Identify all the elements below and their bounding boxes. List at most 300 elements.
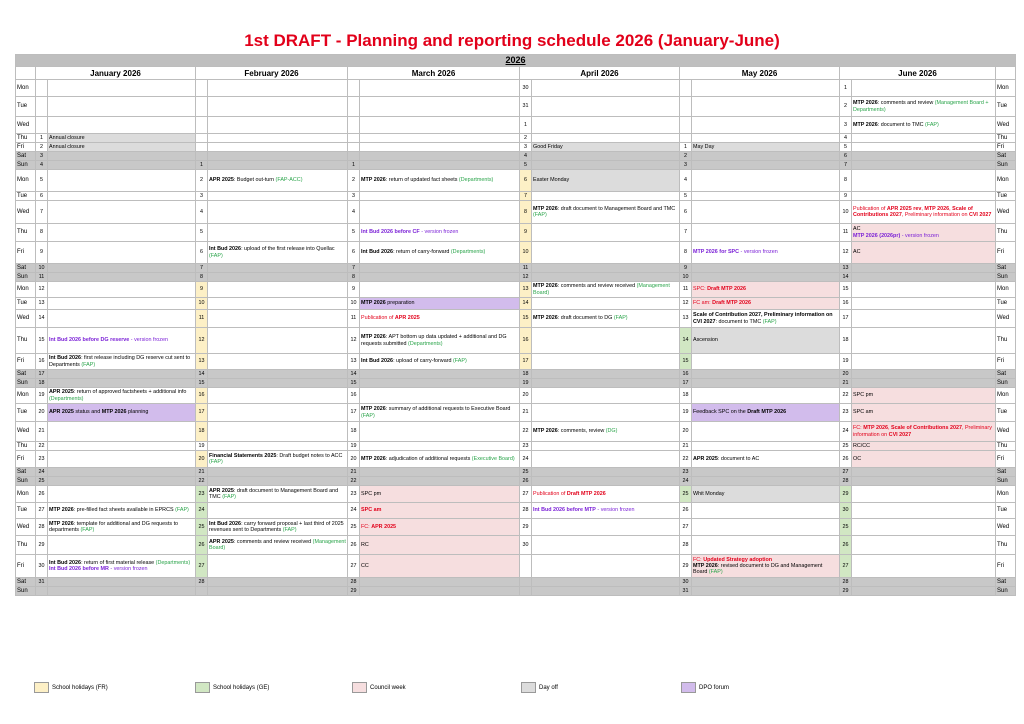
date-number: 1 [36, 134, 48, 143]
event-cell [208, 388, 348, 404]
legend-label: Day off [539, 684, 558, 691]
date-number: 18 [520, 370, 532, 379]
date-number: 21 [840, 379, 852, 388]
date-number: 9 [840, 192, 852, 201]
event-cell [692, 201, 840, 224]
event-cell [532, 536, 680, 555]
event-cell [208, 587, 348, 596]
event-cell [692, 97, 840, 117]
schedule-row [16, 298, 1016, 310]
date-number: 1 [348, 161, 360, 170]
event-cell [532, 555, 680, 578]
day-label: Fri [16, 451, 36, 468]
event-cell: AC [852, 242, 996, 264]
event-cell [692, 587, 840, 596]
event-cell [532, 442, 680, 451]
day-label: Fri [996, 354, 1016, 370]
event-cell: Annual closure [48, 134, 196, 143]
date-number: 26 [680, 503, 692, 519]
date-number: 16 [680, 370, 692, 379]
date-number: 31 [520, 97, 532, 117]
event-cell [852, 298, 996, 310]
date-number [36, 587, 48, 596]
date-number: 28 [840, 477, 852, 486]
date-number: 24 [520, 451, 532, 468]
event-cell: Financial Statements 2025: Draft budget notes to ACC (FAP) [208, 451, 348, 468]
schedule-row [16, 486, 1016, 503]
date-number: 11 [196, 310, 208, 328]
date-number: 22 [520, 422, 532, 442]
date-number: 28 [840, 578, 852, 587]
date-number: 28 [36, 519, 48, 536]
event-cell [48, 578, 196, 587]
event-cell: Annual closure [48, 143, 196, 152]
day-label: Sun [996, 587, 1016, 596]
event-cell [532, 298, 680, 310]
event-cell [532, 192, 680, 201]
schedule-row [16, 587, 1016, 596]
schedule-row [16, 170, 1016, 192]
schedule-row [16, 328, 1016, 354]
event-cell: APR 2025: Budget out-turn (FAP-ACC) [208, 170, 348, 192]
day-label: Wed [16, 310, 36, 328]
legend-label: School holidays (FR) [52, 684, 108, 691]
day-label: Sun [996, 477, 1016, 486]
day-label: Sat [996, 370, 1016, 379]
event-cell [208, 404, 348, 422]
date-number: 13 [680, 310, 692, 328]
date-number: 6 [196, 242, 208, 264]
day-label: Sat [996, 264, 1016, 273]
day-label: Wed [996, 201, 1016, 224]
date-number: 25 [36, 477, 48, 486]
event-cell [532, 117, 680, 134]
event-cell [852, 192, 996, 201]
day-label: Fri [996, 451, 1016, 468]
date-number: 6 [680, 201, 692, 224]
day-label: Mon [16, 388, 36, 404]
event-cell: MTP 2026 for SPC - version frozen [692, 242, 840, 264]
schedule-row [16, 379, 1016, 388]
event-cell [692, 152, 840, 161]
event-cell [852, 143, 996, 152]
event-cell: SPC pm [852, 388, 996, 404]
schedule-row [16, 310, 1016, 328]
event-cell: APR 2025: comments and review received (Management Board) [208, 536, 348, 555]
event-cell [852, 370, 996, 379]
day-label: Sat [16, 468, 36, 477]
day-label: Thu [996, 224, 1016, 242]
day-label: Tue [996, 503, 1016, 519]
day-label: Mon [996, 80, 1016, 97]
event-cell [532, 587, 680, 596]
event-cell: MTP 2026: APT bottom up data updated + additional and DG requests submitted (Departments) [360, 328, 520, 354]
date-number: 1 [680, 143, 692, 152]
date-number: 6 [520, 170, 532, 192]
event-cell: Int Bud 2026: first release including DG reserve cut sent to Departments (FAP) [48, 354, 196, 370]
legend-item [352, 683, 406, 692]
event-cell [48, 587, 196, 596]
event-cell [360, 388, 520, 404]
event-cell: RC/CC [852, 442, 996, 451]
event-cell [532, 578, 680, 587]
day-label: Mon [16, 486, 36, 503]
date-number: 2 [520, 134, 532, 143]
event-cell [692, 354, 840, 370]
schedule-row [16, 442, 1016, 451]
date-number: 16 [36, 354, 48, 370]
date-number: 3 [680, 161, 692, 170]
date-number: 19 [840, 354, 852, 370]
schedule-row [16, 97, 1016, 117]
date-number: 9 [520, 224, 532, 242]
date-number: 11 [520, 264, 532, 273]
date-number: 12 [196, 328, 208, 354]
event-cell: AC MTP 2026 (2026pr) - version frozen [852, 224, 996, 242]
event-cell [360, 152, 520, 161]
date-number: 17 [36, 370, 48, 379]
event-cell: MTP 2026: comments, review (DG) [532, 422, 680, 442]
event-cell [852, 80, 996, 97]
date-number [348, 80, 360, 97]
event-cell: Easter Monday [532, 170, 680, 192]
day-label: Thu [16, 134, 36, 143]
date-number: 21 [36, 422, 48, 442]
date-number: 10 [840, 201, 852, 224]
event-cell [692, 170, 840, 192]
date-number: 24 [680, 477, 692, 486]
day-label: Mon [16, 170, 36, 192]
event-cell: May Day [692, 143, 840, 152]
date-number: 26 [840, 536, 852, 555]
legend-item [521, 683, 558, 692]
date-number: 19 [36, 388, 48, 404]
schedule-row [16, 422, 1016, 442]
date-number [520, 578, 532, 587]
date-number: 18 [36, 379, 48, 388]
date-number: 24 [348, 503, 360, 519]
event-cell [360, 370, 520, 379]
date-number: 5 [840, 143, 852, 152]
event-cell [852, 134, 996, 143]
event-cell: MTP 2026: summary of additional requests to Executive Board (FAP) [360, 404, 520, 422]
event-cell [208, 282, 348, 298]
year-header: 2026 [16, 55, 1016, 67]
date-number: 30 [520, 80, 532, 97]
event-cell [360, 201, 520, 224]
schedule-row [16, 152, 1016, 161]
date-number: 24 [196, 503, 208, 519]
day-label: Tue [16, 298, 36, 310]
event-cell [48, 282, 196, 298]
event-cell [360, 143, 520, 152]
date-number: 24 [840, 422, 852, 442]
event-cell: Ascension [692, 328, 840, 354]
event-cell: Int Bud 2026 before MTP - version frozen [532, 503, 680, 519]
date-number: 23 [196, 486, 208, 503]
event-cell: OC [852, 451, 996, 468]
day-label: Sat [16, 152, 36, 161]
event-cell [48, 422, 196, 442]
date-number: 13 [840, 264, 852, 273]
event-cell [208, 264, 348, 273]
date-number [196, 134, 208, 143]
date-number: 5 [348, 224, 360, 242]
schedule-row [16, 201, 1016, 224]
date-number [680, 80, 692, 97]
date-number: 18 [196, 422, 208, 442]
event-cell: Publication of APR 2025 rev, MTP 2026, Scale of Contributions 2027, Preliminary information on CVI 2027 [852, 201, 996, 224]
event-cell [692, 477, 840, 486]
date-number: 12 [520, 273, 532, 282]
event-cell [208, 201, 348, 224]
event-cell: FC am: Draft MTP 2026 [692, 298, 840, 310]
date-number: 2 [196, 170, 208, 192]
date-number: 15 [348, 379, 360, 388]
event-cell [852, 161, 996, 170]
day-label: Thu [996, 328, 1016, 354]
date-number: 22 [196, 477, 208, 486]
date-number: 27 [520, 486, 532, 503]
event-cell [692, 192, 840, 201]
event-cell [48, 442, 196, 451]
date-number: 2 [680, 152, 692, 161]
date-number: 5 [520, 161, 532, 170]
date-number: 23 [840, 404, 852, 422]
legend-label: Council week [370, 684, 406, 691]
date-number: 25 [840, 442, 852, 451]
event-cell [208, 152, 348, 161]
event-cell [48, 117, 196, 134]
event-cell [692, 536, 840, 555]
date-number: 6 [840, 152, 852, 161]
day-label: Mon [996, 388, 1016, 404]
event-cell [532, 134, 680, 143]
date-number: 10 [680, 273, 692, 282]
date-number: 6 [348, 242, 360, 264]
date-number: 12 [680, 298, 692, 310]
day-label: Tue [996, 298, 1016, 310]
date-number: 22 [680, 451, 692, 468]
date-number: 20 [520, 388, 532, 404]
date-number: 22 [36, 442, 48, 451]
date-number [348, 143, 360, 152]
day-label: Mon [996, 282, 1016, 298]
event-cell [208, 192, 348, 201]
date-number [680, 117, 692, 134]
day-label: Thu [996, 536, 1016, 555]
date-number: 26 [196, 536, 208, 555]
day-label: Fri [996, 555, 1016, 578]
day-label: Sun [996, 379, 1016, 388]
date-number: 13 [348, 354, 360, 370]
event-cell [692, 224, 840, 242]
date-number [520, 555, 532, 578]
event-cell: Publication of APR 2025 [360, 310, 520, 328]
event-cell [48, 298, 196, 310]
schedule-row [16, 134, 1016, 143]
schedule-row [16, 536, 1016, 555]
event-cell [208, 143, 348, 152]
date-number: 27 [680, 519, 692, 536]
event-cell: APR 2025 status and MTP 2026 planning [48, 404, 196, 422]
event-cell [852, 273, 996, 282]
event-cell [208, 503, 348, 519]
event-cell [852, 519, 996, 536]
event-cell [692, 442, 840, 451]
legend-item [34, 683, 108, 692]
date-number: 15 [680, 354, 692, 370]
event-cell [208, 310, 348, 328]
corner-cell [996, 67, 1016, 80]
month-header: June 2026 [840, 67, 996, 80]
event-cell: Int Bud 2026: upload of the first release into Quellac (FAP) [208, 242, 348, 264]
month-header: March 2026 [348, 67, 520, 80]
date-number [196, 97, 208, 117]
event-cell [208, 422, 348, 442]
date-number: 25 [680, 486, 692, 503]
schedule-row [16, 161, 1016, 170]
event-cell: SPC pm [360, 486, 520, 503]
schedule-row [16, 224, 1016, 242]
event-cell [208, 555, 348, 578]
event-cell [48, 273, 196, 282]
schedule-table [15, 54, 1016, 596]
event-cell [48, 379, 196, 388]
event-cell [692, 264, 840, 273]
event-cell [532, 97, 680, 117]
schedule-row [16, 388, 1016, 404]
date-number: 2 [36, 143, 48, 152]
event-cell: Int Bud 2026: return of carry-forward (Departments) [360, 242, 520, 264]
event-cell [852, 486, 996, 503]
event-cell [692, 134, 840, 143]
event-cell [48, 242, 196, 264]
event-cell: APR 2025: draft document to Management Board and TMC (FAP) [208, 486, 348, 503]
date-number: 5 [680, 192, 692, 201]
date-number: 22 [840, 388, 852, 404]
date-number: 29 [840, 486, 852, 503]
legend-swatch [521, 682, 536, 693]
date-number: 7 [680, 224, 692, 242]
event-cell [48, 80, 196, 97]
date-number: 23 [520, 442, 532, 451]
date-number: 4 [840, 134, 852, 143]
day-label: Sun [16, 587, 36, 596]
date-number [196, 587, 208, 596]
event-cell [532, 468, 680, 477]
date-number: 27 [196, 555, 208, 578]
date-number: 8 [520, 201, 532, 224]
event-cell: CC [360, 555, 520, 578]
date-number [348, 117, 360, 134]
month-header: April 2026 [520, 67, 680, 80]
event-cell: MTP 2026: draft document to DG (FAP) [532, 310, 680, 328]
date-number: 18 [348, 422, 360, 442]
date-number: 1 [840, 80, 852, 97]
event-cell [48, 451, 196, 468]
date-number: 11 [348, 310, 360, 328]
schedule-row [16, 555, 1016, 578]
schedule-row [16, 192, 1016, 201]
event-cell [208, 354, 348, 370]
date-number: 26 [520, 477, 532, 486]
day-label: Tue [16, 404, 36, 422]
date-number: 1 [196, 161, 208, 170]
date-number: 15 [36, 328, 48, 354]
event-cell [532, 519, 680, 536]
event-cell [48, 170, 196, 192]
schedule-row [16, 468, 1016, 477]
date-number: 19 [196, 442, 208, 451]
date-number: 4 [36, 161, 48, 170]
legend-label: School holidays (GE) [213, 684, 270, 691]
date-number: 31 [36, 578, 48, 587]
schedule-row [16, 264, 1016, 273]
date-number: 26 [840, 451, 852, 468]
day-label: Sun [996, 273, 1016, 282]
day-label: Tue [16, 192, 36, 201]
legend-label: DPO forum [699, 684, 730, 691]
event-cell: MTP 2026: comments and review received (Management Board) [532, 282, 680, 298]
event-cell [532, 477, 680, 486]
event-cell: Feedback SPC on the Draft MTP 2026 [692, 404, 840, 422]
date-number: 16 [520, 328, 532, 354]
day-label: Mon [16, 80, 36, 97]
date-number: 8 [348, 273, 360, 282]
event-cell: MTP 2026 preparation [360, 298, 520, 310]
event-cell: MTP 2026: pre-filled fact sheets available in EPRCS (FAP) [48, 503, 196, 519]
date-number: 2 [348, 170, 360, 192]
date-number: 9 [348, 282, 360, 298]
event-cell [692, 388, 840, 404]
date-number: 26 [348, 536, 360, 555]
event-cell [208, 468, 348, 477]
event-cell: MTP 2026: draft document to Management Board and TMC (FAP) [532, 201, 680, 224]
event-cell [208, 134, 348, 143]
date-number: 17 [840, 310, 852, 328]
event-cell [208, 578, 348, 587]
date-number: 6 [36, 192, 48, 201]
event-cell: Int Bud 2026 before CF - version frozen [360, 224, 520, 242]
date-number: 10 [348, 298, 360, 310]
date-number: 28 [520, 503, 532, 519]
date-number: 18 [680, 388, 692, 404]
event-cell [692, 422, 840, 442]
date-number: 27 [36, 503, 48, 519]
schedule-row [16, 354, 1016, 370]
schedule-row [16, 80, 1016, 97]
event-cell: SPC am [852, 404, 996, 422]
date-number: 4 [348, 201, 360, 224]
day-label: Tue [996, 404, 1016, 422]
event-cell [48, 201, 196, 224]
event-cell [48, 536, 196, 555]
day-label: Wed [16, 422, 36, 442]
schedule-row [16, 451, 1016, 468]
date-number: 23 [36, 451, 48, 468]
event-cell [532, 328, 680, 354]
date-number: 14 [348, 370, 360, 379]
event-cell [208, 80, 348, 97]
event-cell [532, 242, 680, 264]
date-number: 26 [36, 486, 48, 503]
date-number: 28 [680, 536, 692, 555]
day-label: Thu [16, 442, 36, 451]
date-number: 28 [348, 578, 360, 587]
date-number: 13 [36, 298, 48, 310]
event-cell [48, 370, 196, 379]
